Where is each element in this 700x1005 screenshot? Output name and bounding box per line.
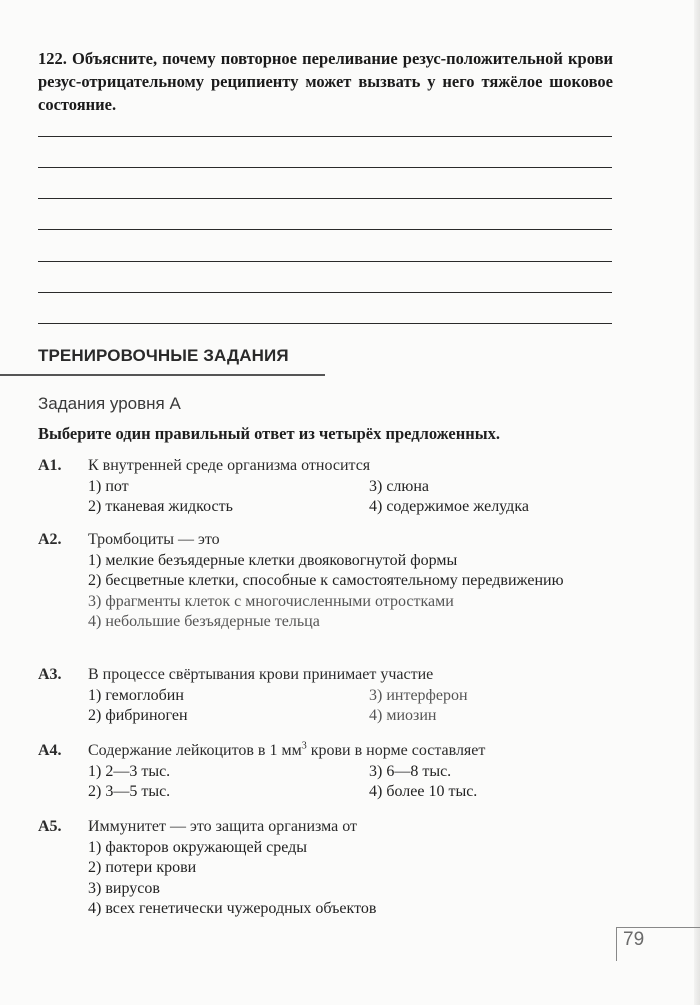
answer-option[interactable]: 4) небольшие безъядерные тельца [88,613,320,630]
question-text: Содержание лейкоцитов в 1 $мм^3$ крови в норме составляет [88,740,486,759]
question-a1 [38,456,608,518]
answer-option[interactable]: 4) всех генетически чужеродных объектов [88,900,377,917]
answer-line[interactable] [38,198,612,199]
question-a4 [38,741,608,803]
answer-option[interactable]: 4) миозин [369,707,437,724]
task-122-text: 122. Объясните, почему повторное переливание резус-положительной крови резус-отрицательному реципиенту может вызвать у него тяжёлое шоковое состояние. [38,49,613,114]
answer-option[interactable]: 1) гемоглобин [88,686,184,704]
section-heading: ТРЕНИРОВОЧНЫЕ ЗАДАНИЯ [38,346,289,365]
question-number: А3. [38,666,62,683]
superscript: 3 [301,740,307,752]
answer-options [88,477,608,518]
answer-option[interactable]: 1) пот [88,477,129,495]
answer-option[interactable]: 2) тканевая жидкость [88,498,233,515]
instruction-text: Выберите один правильный ответ из четырёх предложенных. [38,424,501,443]
answer-option[interactable]: 1) мелкие безъядерные клетки двояковогнутой формы [88,551,458,569]
question-number: А4. [38,742,62,759]
question-a2 [38,530,608,633]
answer-option[interactable]: 2) бесцветные клетки, способные к самостоятельному передвижению [88,572,564,589]
level-title: Задания уровня А [38,394,181,413]
page-edge-shadow [694,0,700,1005]
question-text: В процессе свёртывания крови принимает участие [88,666,434,683]
answer-options [88,686,608,727]
answer-line[interactable] [38,167,612,168]
question-number: А1. [38,457,62,474]
question-a5 [38,817,608,920]
answer-option[interactable]: 2) 3—5 тыс. [88,783,171,800]
section-divider [0,374,325,376]
answer-option[interactable]: 2) фибриноген [88,707,188,724]
question-a3 [38,665,608,727]
answer-option[interactable]: 2) потери крови [88,859,197,876]
answer-option[interactable]: 3) фрагменты клеток с многочисленными отростками [88,592,454,610]
answer-option[interactable]: 3) вирусов [88,879,160,897]
answer-option[interactable]: 1) 2—3 тыс. [88,762,171,780]
answer-option[interactable]: 1) факторов окружающей среды [88,838,308,856]
answer-line[interactable] [38,136,612,137]
answer-option[interactable]: 3) слюна [369,477,430,495]
answer-options [88,762,608,803]
answer-options [88,838,608,920]
page-number: 79 [623,929,645,950]
question-number: А2. [38,531,62,548]
answer-line[interactable] [38,323,612,324]
answer-option[interactable]: 4) более 10 тыс. [369,783,478,800]
question-text: Иммунитет — это защита организма от [88,818,358,835]
question-text: Тромбоциты — это [88,531,220,548]
answer-option[interactable]: 4) содержимое желудка [369,498,529,515]
answer-options [88,551,608,633]
answer-line[interactable] [38,261,612,262]
answer-line[interactable] [38,292,612,293]
answer-option[interactable]: 3) 6—8 тыс. [369,762,452,780]
question-number: А5. [38,818,62,835]
answer-line[interactable] [38,229,612,230]
question-text: К внутренней среде организма относится [88,457,371,474]
answer-option[interactable]: 3) интерферон [369,686,468,704]
